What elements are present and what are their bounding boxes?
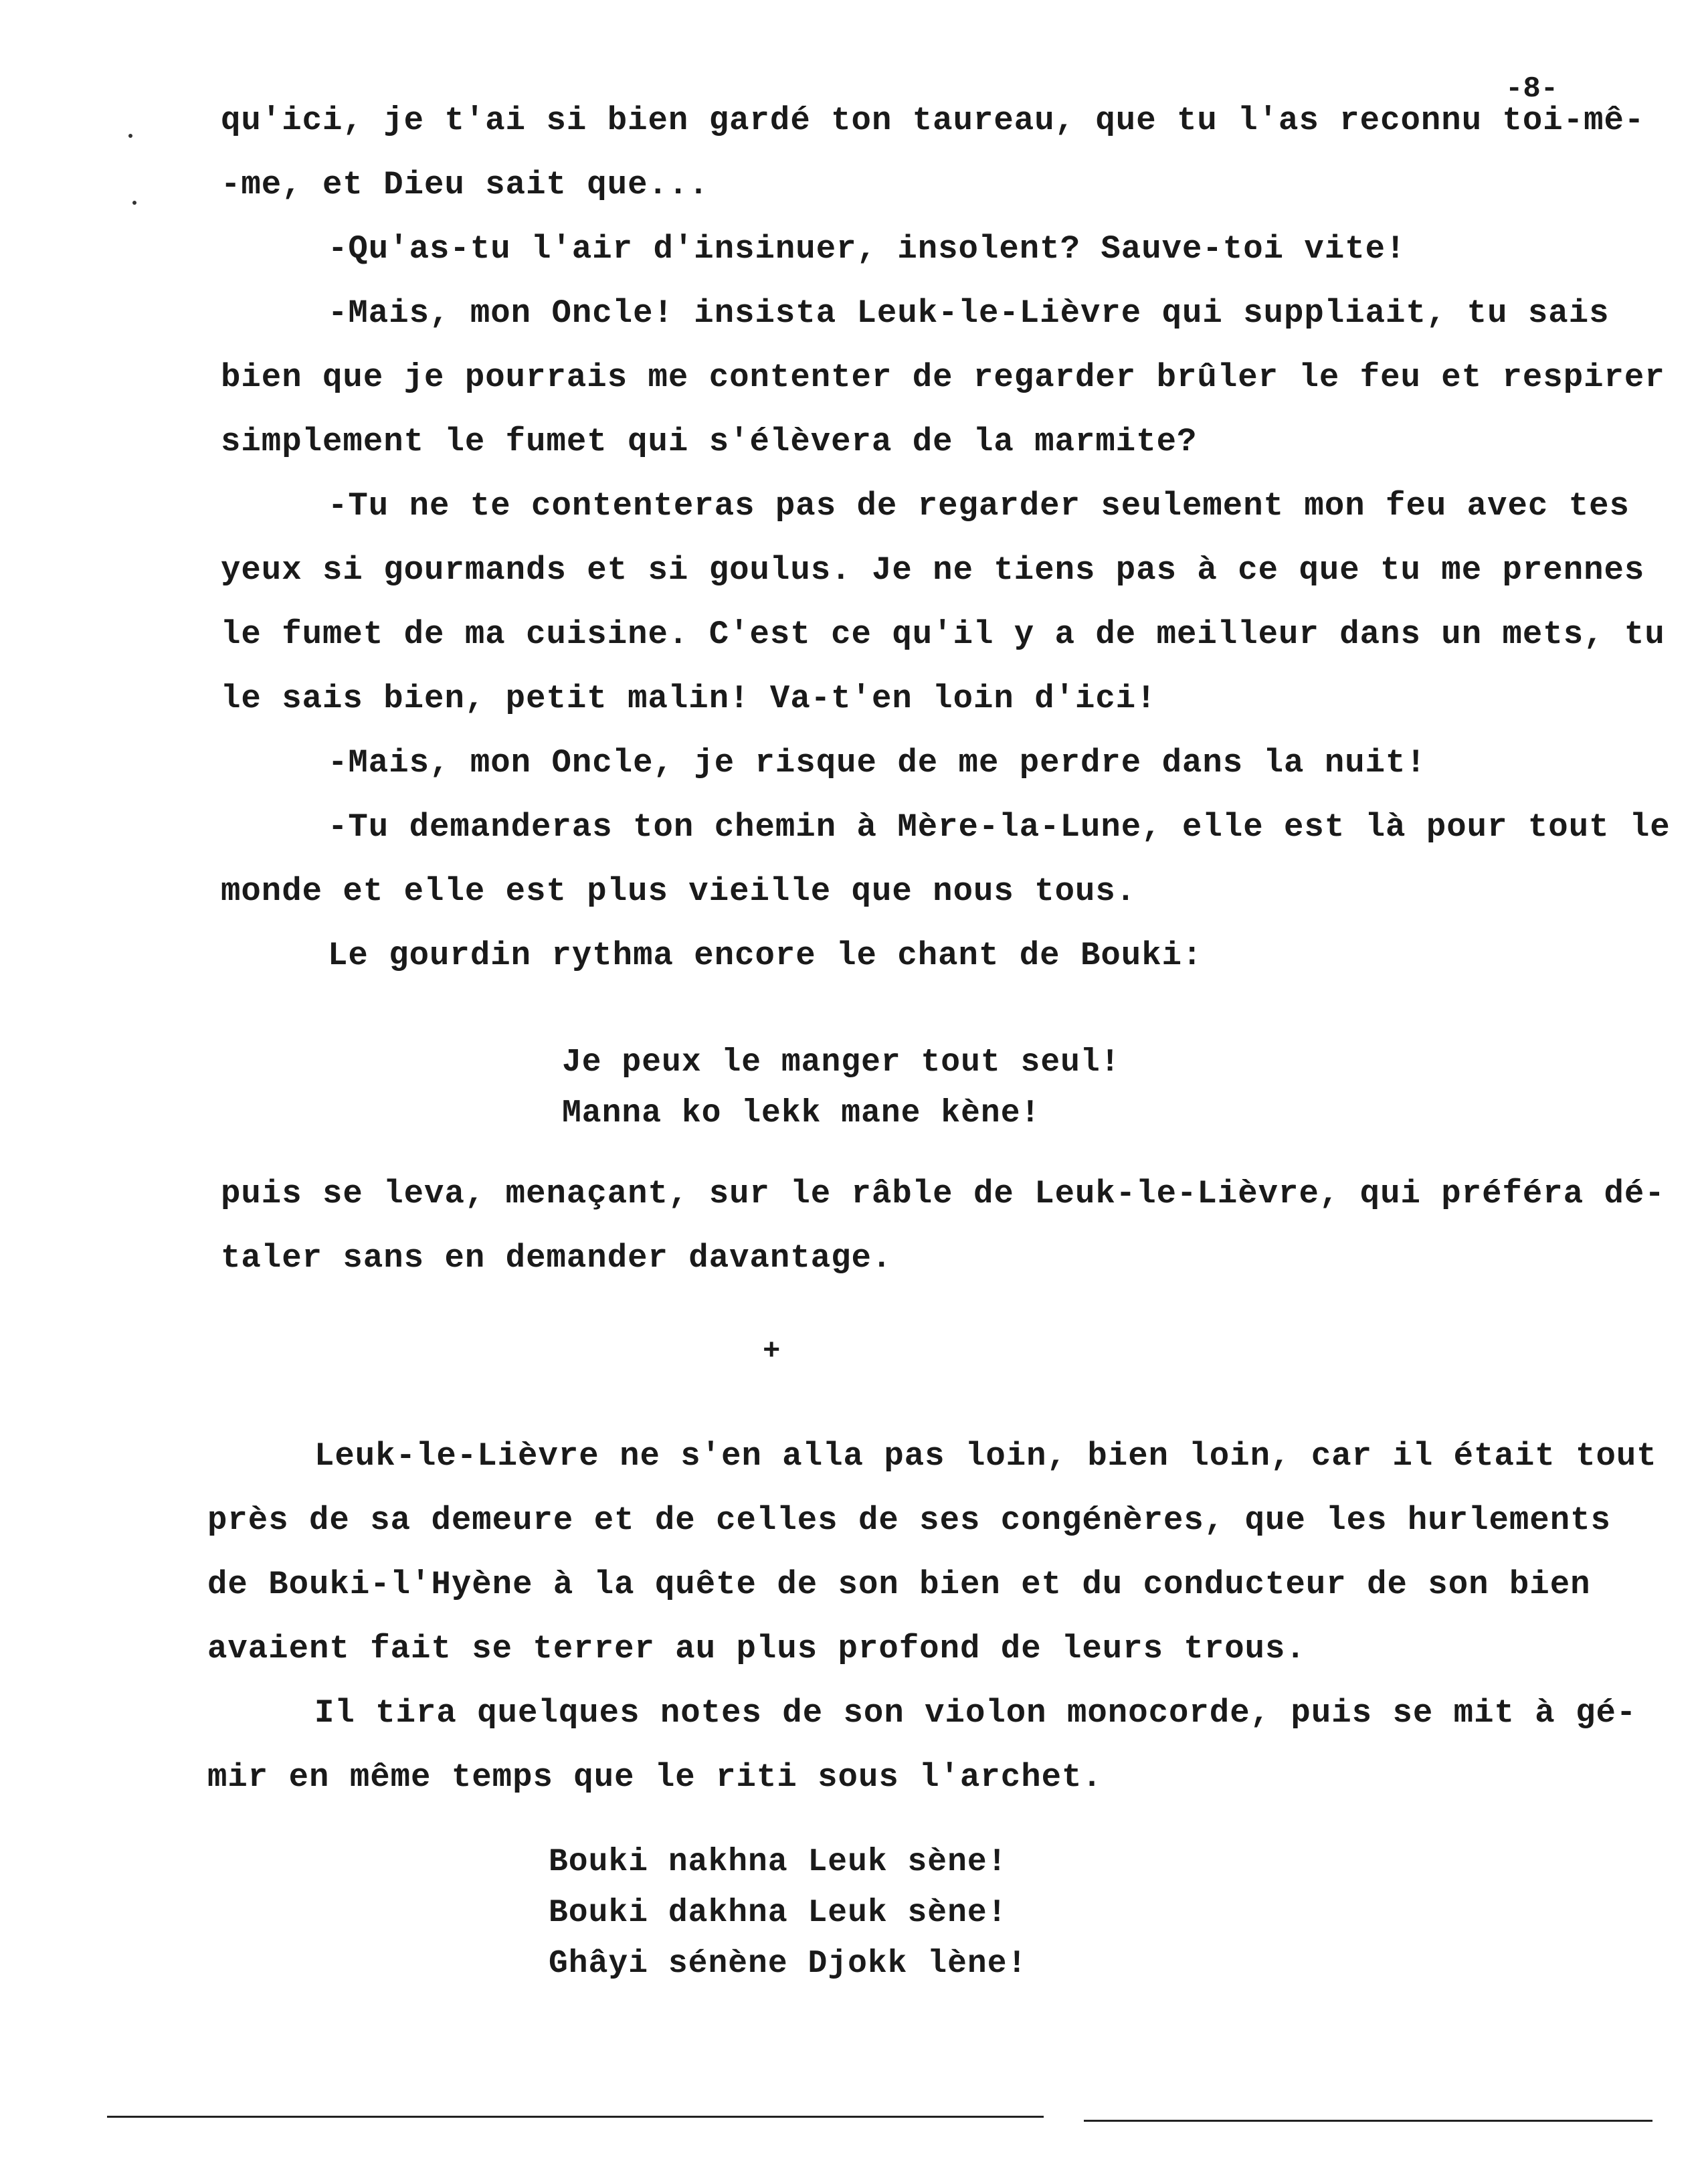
text-line: mir en même temps que le riti sous l'archet. bbox=[207, 1758, 1103, 1796]
footer-rule bbox=[1084, 2120, 1652, 2122]
text-line: puis se leva, menaçant, sur le râble de Leuk-le-Lièvre, qui préféra dé- bbox=[221, 1175, 1665, 1212]
verse-line: Je peux le manger tout seul! bbox=[562, 1044, 1121, 1081]
footer-rule bbox=[107, 2116, 1044, 2118]
verse-line: Ghâyi sénène Djokk lène! bbox=[549, 1946, 1028, 1982]
paragraph-block-burrow bbox=[207, 1424, 1673, 1809]
text-line: -Mais, mon Oncle! insista Leuk-le-Lièvre qui suppliait, tu sais bbox=[328, 294, 1610, 332]
section-separator: + bbox=[763, 1335, 781, 1368]
text-line: Il tira quelques notes de son violon monocorde, puis se mit à gé- bbox=[314, 1694, 1637, 1732]
text-line: près de sa demeure et de celles de ses congénères, que les hurlements bbox=[207, 1502, 1611, 1539]
text-line: bien que je pourrais me contenter de regarder brûler le feu et respirer bbox=[221, 359, 1665, 396]
margin-mark bbox=[128, 134, 132, 138]
paragraph-block-dialogue bbox=[221, 88, 1686, 988]
paragraph-block-flight bbox=[221, 1162, 1686, 1290]
verse-line: Bouki nakhna Leuk sène! bbox=[549, 1844, 1008, 1880]
text-line: Leuk-le-Lièvre ne s'en alla pas loin, bien loin, car il était tout bbox=[314, 1437, 1657, 1475]
text-line: -me, et Dieu sait que... bbox=[221, 166, 709, 203]
verse-stanza-2 bbox=[549, 1837, 1027, 1989]
text-line: yeux si gourmands et si goulus. Je ne tiens pas à ce que tu me prennes bbox=[221, 551, 1645, 589]
text-line: monde et elle est plus vieille que nous tous. bbox=[221, 873, 1137, 910]
text-line: -Qu'as-tu l'air d'insinuer, insolent? Sauve-toi vite! bbox=[328, 230, 1406, 268]
text-line: simplement le fumet qui s'élèvera de la marmite? bbox=[221, 423, 1198, 460]
text-line: Le gourdin rythma encore le chant de Bouki: bbox=[328, 937, 1203, 974]
page-number: -8- bbox=[1505, 72, 1559, 106]
margin-mark bbox=[132, 201, 136, 205]
text-line: le fumet de ma cuisine. C'est ce qu'il y a de meilleur dans un mets, tu bbox=[221, 616, 1665, 653]
text-line: -Tu demanderas ton chemin à Mère-la-Lune, elle est là pour tout le bbox=[328, 808, 1671, 846]
text-line: taler sans en demander davantage. bbox=[221, 1239, 892, 1277]
text-line: avaient fait se terrer au plus profond de leurs trous. bbox=[207, 1630, 1306, 1667]
text-line: -Tu ne te contenteras pas de regarder seulement mon feu avec tes bbox=[328, 487, 1630, 525]
verse-line: Bouki dakhna Leuk sène! bbox=[549, 1895, 1008, 1931]
verse-line: Manna ko lekk mane kène! bbox=[562, 1095, 1041, 1131]
verse-stanza-1 bbox=[562, 1037, 1121, 1139]
text-line: de Bouki-l'Hyène à la quête de son bien et du conducteur de son bien bbox=[207, 1566, 1591, 1603]
text-line: -Mais, mon Oncle, je risque de me perdre dans la nuit! bbox=[328, 744, 1426, 782]
text-line: le sais bien, petit malin! Va-t'en loin d'ici! bbox=[221, 680, 1157, 717]
text-line: qu'ici, je t'ai si bien gardé ton taureau, que tu l'as reconnu toi-mê- bbox=[221, 102, 1645, 139]
